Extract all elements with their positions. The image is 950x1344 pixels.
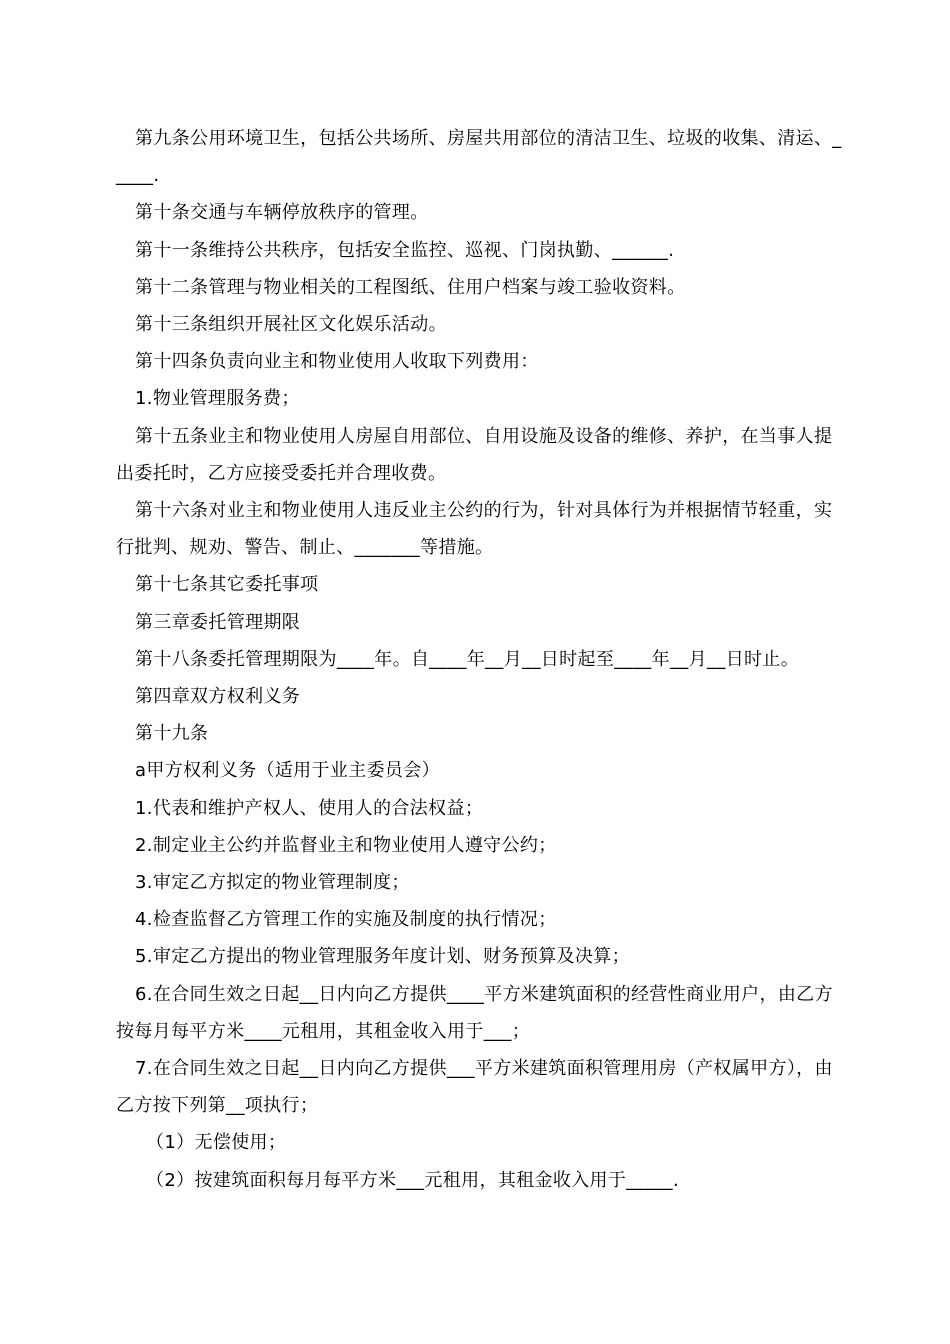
chapter-4-heading: 第四章双方权利义务 <box>135 686 301 708</box>
article-13-paragraph: 第十三条组织开展社区文化娱乐活动。 <box>135 314 447 336</box>
party-a-item-7: 7.在合同生效之日起__日内向乙方提供___平方米建筑面积管理用房（产权属甲方），由乙方按下列第__项执行； <box>116 1058 833 1117</box>
article-12-paragraph: 第十二条管理与物业相关的工程图纸、住用户档案与竣工验收资料。 <box>135 276 686 298</box>
article-10-paragraph: 第十条交通与车辆停放秩序的管理。 <box>135 202 429 224</box>
document-body <box>116 120 846 1199</box>
party-a-item-5: 5.审定乙方提出的物业管理服务年度计划、财务预算及决算； <box>135 946 630 968</box>
chapter-3-heading: 第三章委托管理期限 <box>135 611 301 633</box>
article-16-paragraph: 第十六条对业主和物业使用人违反业主公约的行为，针对具体行为并根据情节轻重，实行批判、规劝、警告、制止、_______等措施。 <box>116 500 833 559</box>
party-a-item-6: 6.在合同生效之日起__日内向乙方提供____平方米建筑面积的经营性商业用户，由乙方按每月每平方米____元租用，其租金收入用于___； <box>116 983 833 1042</box>
article-14-paragraph: 第十四条负责向业主和物业使用人收取下列费用： <box>135 351 539 373</box>
article-18-paragraph: 第十八条委托管理期限为____年。自____年__月__日时起至____年__月__日时止。 <box>135 648 800 670</box>
option-2-paragraph: （2）按建筑面积每月每平方米___元租用，其租金收入用于_____. <box>146 1169 680 1191</box>
party-a-item-1: 1.代表和维护产权人、使用人的合法权益； <box>135 797 484 819</box>
party-a-item-2: 2.制定业主公约并监督业主和物业使用人遵守公约； <box>135 834 557 856</box>
article-17-paragraph: 第十七条其它委托事项 <box>135 574 319 596</box>
fee-item-1: 1.物业管理服务费； <box>135 388 300 410</box>
party-a-rights-heading: a甲方权利义务（适用于业主委员会） <box>135 760 440 782</box>
party-a-item-3: 3.审定乙方拟定的物业管理制度； <box>135 872 410 894</box>
article-9-paragraph: 第九条公用环境卫生，包括公共场所、房屋共用部位的清洁卫生、垃圾的收集、清运、_____. <box>116 128 842 187</box>
option-1-paragraph: （1）无偿使用； <box>146 1132 287 1154</box>
article-19-heading: 第十九条 <box>135 723 209 745</box>
article-11-paragraph: 第十一条维持公共秩序，包括安全监控、巡视、门岗执勤、______. <box>135 239 675 261</box>
party-a-item-4: 4.检查监督乙方管理工作的实施及制度的执行情况； <box>135 909 557 931</box>
article-15-paragraph: 第十五条业主和物业使用人房屋自用部位、自用设施及设备的维修、养护，在当事人提出委托时，乙方应接受委托并合理收费。 <box>116 425 833 484</box>
